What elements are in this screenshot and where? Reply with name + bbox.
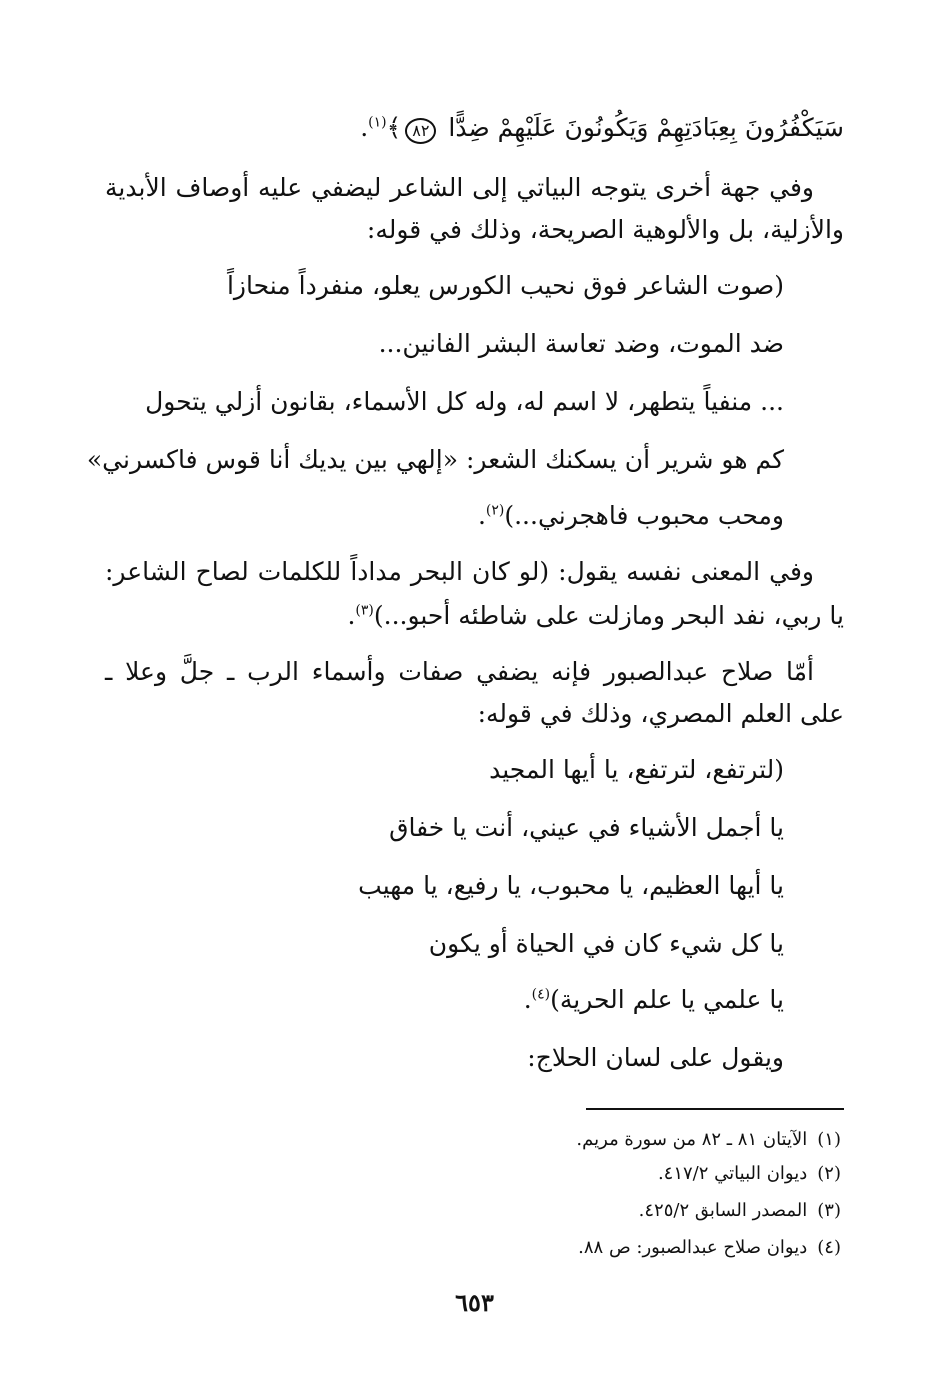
sentence-end: . [477,501,486,530]
poem-2-line-1: (لترتفع، لترتفع، يا أيها المجيد [489,755,784,784]
poem-1-line-5-text: ومحب محبوب فاهجرني...) [504,501,784,530]
paragraph-2-line-2 [347,596,844,636]
poem-1-line-2: ضد الموت، وضد تعاسة البشر الفانين... [378,329,784,358]
sentence-end: . [523,985,532,1014]
footnote-text: الآيتان ٨١ ـ ٨٢ من سورة مريم. [576,1129,808,1150]
closing-line: ويقول على لسان الحلاج: [527,1043,784,1072]
poem-1-line-5 [478,496,784,536]
footnote-text: ديوان البياتي ٤١٧/٢. [657,1163,808,1184]
footnote-text: المصدر السابق ٤٢٥/٢. [638,1200,808,1221]
footnote-ref-3: (٣) [355,602,374,619]
footnote-number: (٢) [817,1163,841,1184]
sentence-end: . [347,601,356,630]
footnote-number: (١) [817,1129,841,1150]
footnote-2 [658,1160,841,1188]
quran-verse-text: سَيَكْفُرُونَ بِعِبَادَتِهِمْ وَيَكُونُونَ عَلَيْهِمْ ضِدًّا [448,113,844,142]
footnote-ref-4: (٤) [531,986,551,1003]
paragraph-2-line-2-text: يا ربي، نفد البحر ومازلت على شاطئه أحبو...) [373,601,844,630]
footnote-4 [578,1234,841,1262]
paragraph-1-line-1: وفي جهة أخرى يتوجه البياتي إلى الشاعر ليضفي عليه أوصاف الأبدية [105,173,814,202]
poem-2-line-3: يا أيها العظيم، يا محبوب، يا رفيع، يا مهيب [358,871,784,900]
page-number: ٦٥٣ [455,1288,494,1317]
poem-2-line-2: يا أجمل الأشياء في عيني، أنت يا خفاق [389,813,784,842]
footnote-3 [639,1197,841,1225]
paragraph-3-line-2: على العلم المصري، وذلك في قوله: [477,699,844,728]
poem-1-line-1: (صوت الشاعر فوق نحيب الكورس يعلو، منفرداً منحازاً [226,271,784,300]
ayah-number-mark: ٨٢ [405,118,436,144]
footnote-1 [576,1126,841,1154]
poem-2-line-5 [524,980,784,1020]
poem-1-line-3: ... منفياً يتطهر، لا اسم له، وله كل الأسماء، بقانون أزلي يتحول [145,387,784,416]
footnote-ref-2: (٢) [485,502,505,519]
paragraph-2-line-1: وفي المعنى نفسه يقول: (لو كان البحر مداداً للكلمات لصاح الشاعر: [105,557,814,586]
sentence-end: . [360,113,369,142]
poem-2-line-4: يا كل شيء كان في الحياة أو يكون [428,929,784,958]
footnote-separator [586,1108,844,1110]
footnote-text: ديوان صلاح عبدالصبور: ص ٨٨. [578,1237,808,1258]
poem-1-line-4: كم هو شرير أن يسكنك الشعر: «إلهي بين يديك أنا قوس فاكسرني» [86,445,784,474]
quran-verse-line [360,108,844,148]
footnote-number: (٤) [817,1237,841,1258]
quran-close-bracket: ﴾ [386,113,402,142]
footnote-ref-1: (١) [368,114,387,131]
poem-2-line-5-text: يا علمي يا علم الحرية) [550,985,784,1014]
paragraph-1-line-2: والأزلية، بل والألوهية الصريحة، وذلك في قوله: [366,215,844,244]
paragraph-3-line-1: أمّا صلاح عبدالصبور فإنه يضفي صفات وأسماء الرب ـ جلَّ وعلا ـ [105,657,814,686]
footnote-number: (٣) [817,1200,841,1221]
